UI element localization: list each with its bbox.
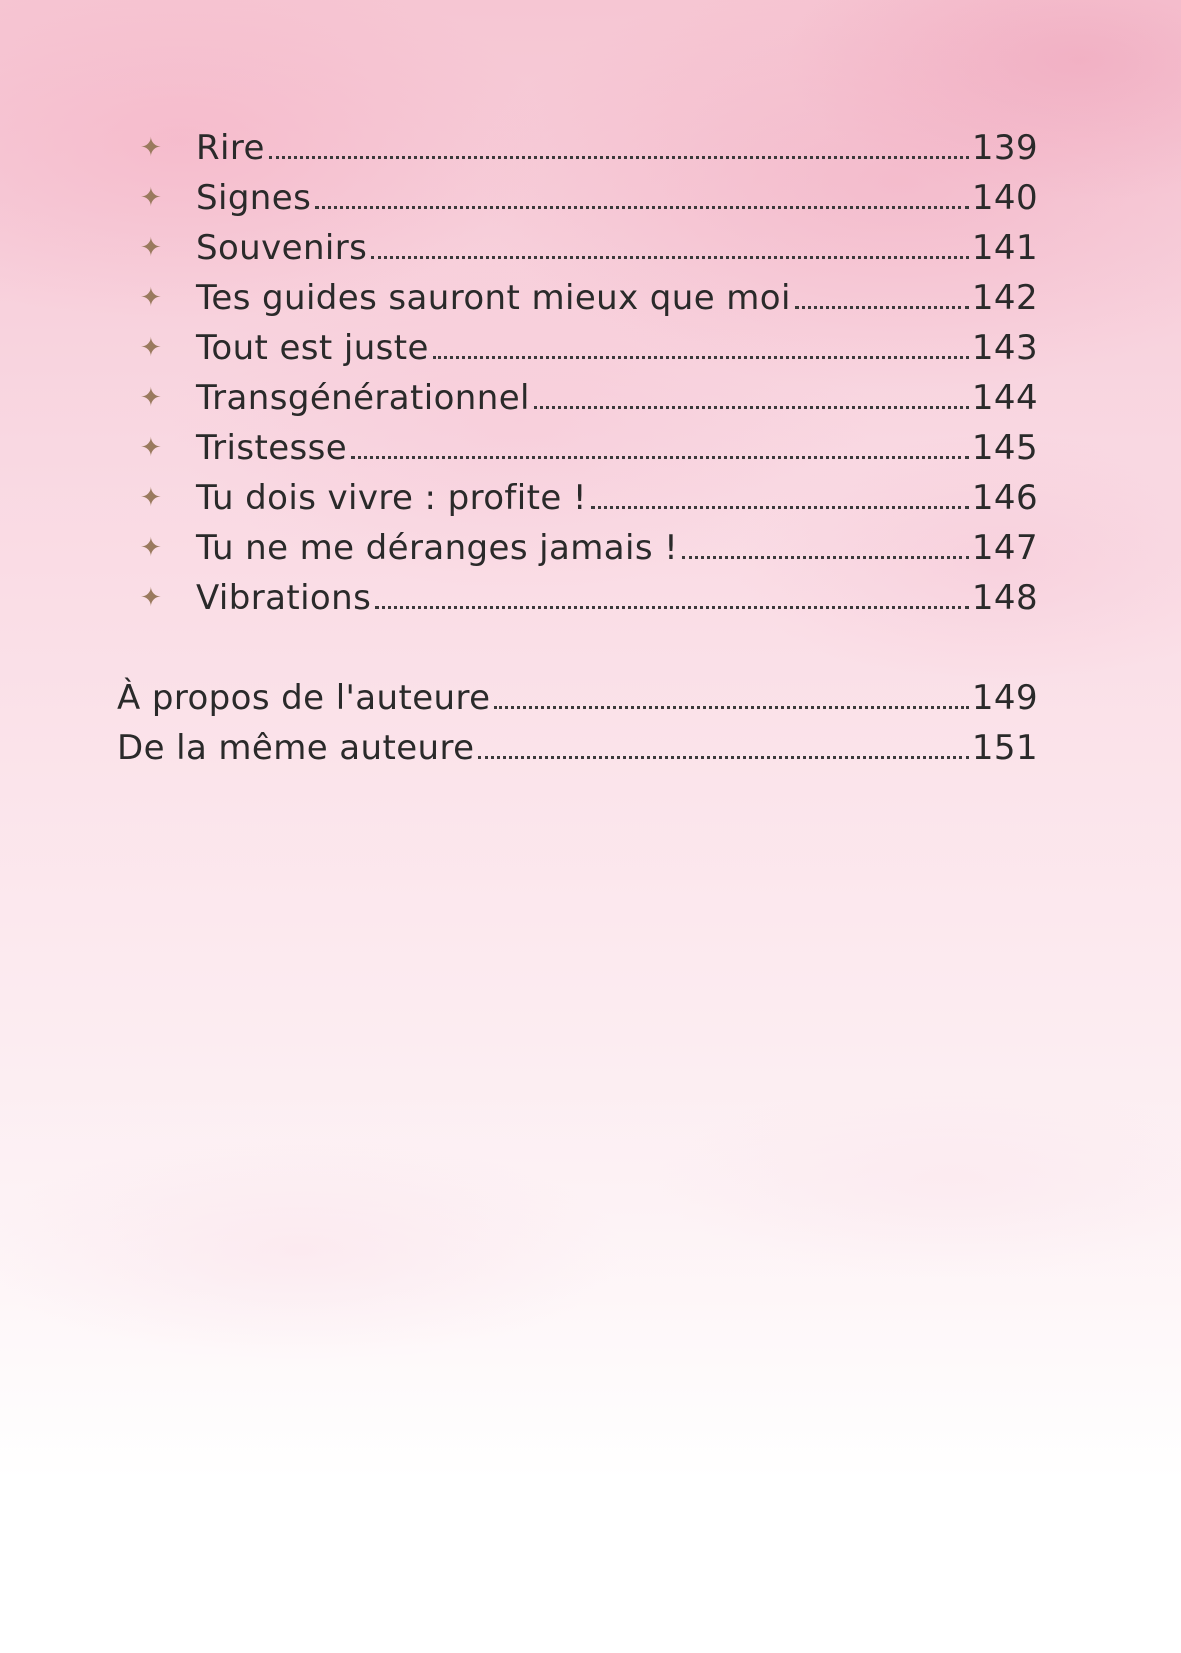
four-point-star-icon: ✦ (140, 433, 163, 463)
toc-entry-page: 151 (971, 728, 1038, 768)
toc-entry (140, 468, 1038, 518)
dot-leader (494, 706, 968, 709)
four-point-star-icon: ✦ (140, 533, 163, 563)
four-point-star-icon: ✦ (140, 383, 163, 413)
dot-leader (375, 606, 969, 609)
dot-leader (478, 756, 968, 759)
dot-leader (795, 306, 969, 309)
toc-entry-title: Transgénérationnel (196, 378, 530, 418)
toc-entry-title: Tout est juste (196, 328, 429, 368)
toc-entry (140, 118, 1038, 168)
toc-entry-title: Rire (196, 128, 265, 168)
toc-entry-title: Tu ne me déranges jamais ! (196, 528, 679, 568)
toc-entry-title: Tes guides sauront mieux que moi (196, 278, 791, 318)
dot-leader (591, 506, 969, 509)
toc-entry-title: Tu dois vivre : profite ! (196, 478, 587, 518)
toc-entry-page: 148 (971, 578, 1038, 618)
toc-entry-page: 142 (971, 278, 1038, 318)
dot-leader (433, 356, 969, 359)
dot-leader (534, 406, 969, 409)
toc-main-entry (117, 718, 1038, 768)
four-point-star-icon: ✦ (140, 133, 163, 163)
four-point-star-icon: ✦ (140, 483, 163, 513)
toc-entry (140, 218, 1038, 268)
toc-entry-page: 149 (971, 678, 1038, 718)
four-point-star-icon: ✦ (140, 233, 163, 263)
toc-entry (140, 318, 1038, 368)
toc-entry-page: 147 (971, 528, 1038, 568)
toc-entry-page: 146 (971, 478, 1038, 518)
four-point-star-icon: ✦ (140, 583, 163, 613)
toc-entry-page: 145 (971, 428, 1038, 468)
toc-entry-page: 143 (971, 328, 1038, 368)
toc-entry-page: 141 (971, 228, 1038, 268)
dot-leader (351, 456, 969, 459)
toc-entry-title: De la même auteure (117, 728, 475, 768)
dot-leader (269, 156, 969, 159)
toc-entry-title: Vibrations (196, 578, 372, 618)
toc-entry (140, 418, 1038, 468)
toc-entry-page: 144 (971, 378, 1038, 418)
toc-entry (140, 168, 1038, 218)
four-point-star-icon: ✦ (140, 183, 163, 213)
toc-entry (140, 268, 1038, 318)
four-point-star-icon: ✦ (140, 283, 163, 313)
toc-entry-title: Souvenirs (196, 228, 368, 268)
toc-entry (140, 518, 1038, 568)
toc-entry-page: 140 (971, 178, 1038, 218)
dot-leader (315, 206, 969, 209)
toc-entry (140, 568, 1038, 618)
dot-leader (371, 256, 969, 259)
dot-leader (682, 556, 969, 559)
toc-entry-title: À propos de l'auteure (117, 678, 491, 718)
toc-entry (140, 368, 1038, 418)
toc-main-entry (117, 668, 1038, 718)
toc-entry-page: 139 (971, 128, 1038, 168)
toc-entry-title: Tristesse (196, 428, 348, 468)
four-point-star-icon: ✦ (140, 333, 163, 363)
toc-entry-title: Signes (196, 178, 312, 218)
